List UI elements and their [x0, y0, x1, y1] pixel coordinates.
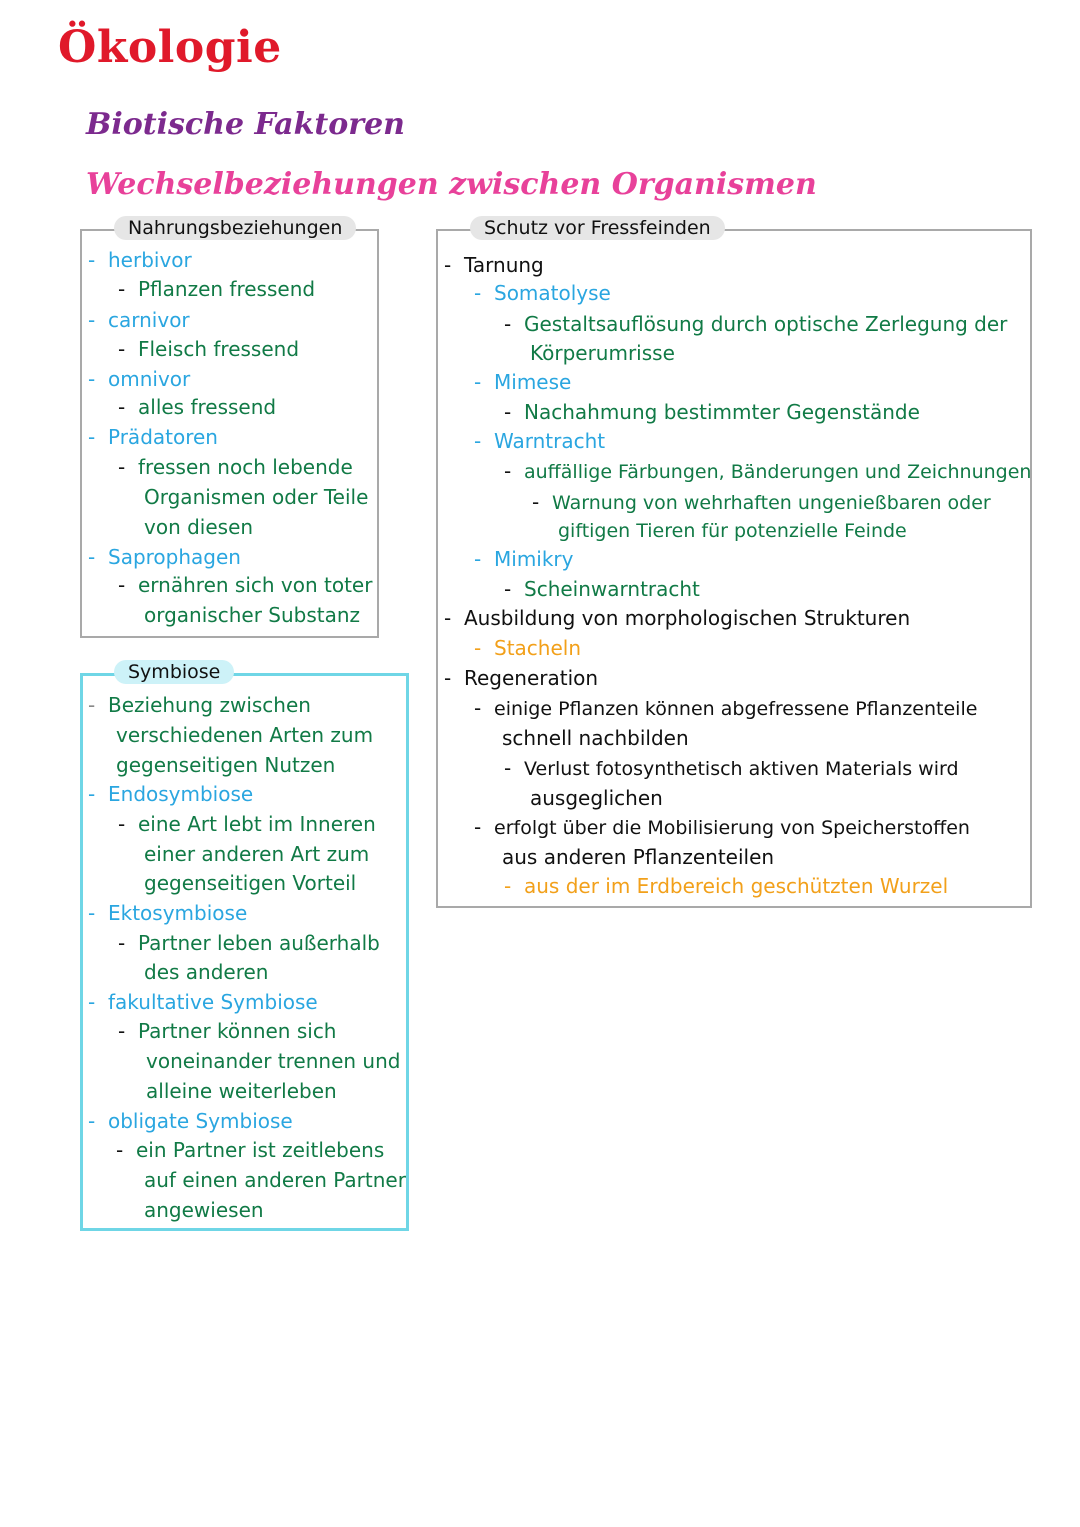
- nahrung-subitem-cont: organischer Substanz: [144, 603, 361, 627]
- nahrung-item: - Prädatoren: [88, 425, 218, 449]
- symbiose-subitem-cont: gegenseitigen Vorteil: [144, 871, 357, 895]
- symbiose-subitem: - eine Art lebt im Inneren: [118, 812, 376, 836]
- schutz-subsubsubitem: - Warnung von wehrhaften ungenießbaren oder: [532, 490, 991, 514]
- schutz-subsubsubitem-cont: giftigen Tieren für potenzielle Feinde: [558, 520, 907, 542]
- symbiose-item: - fakultative Symbiose: [88, 990, 318, 1014]
- schutz-subitem: - Stacheln: [474, 636, 582, 660]
- symbiose-item: - Endosymbiose: [88, 782, 254, 806]
- schutz-subitem-cont: aus anderen Pflanzenteilen: [502, 845, 775, 869]
- schutz-subitem-cont: schnell nachbilden: [502, 726, 689, 750]
- schutz-item: - Tarnung: [444, 253, 544, 277]
- schutz-subitem: - Somatolyse: [474, 281, 611, 305]
- symbiose-subitem: - ein Partner ist zeitlebens: [116, 1138, 385, 1162]
- schutz-subsubitem: - Nachahmung bestimmter Gegenstände: [504, 400, 920, 424]
- symbiose-item-cont: verschiedenen Arten zum: [116, 723, 374, 747]
- schutz-subitem: - Mimese: [474, 370, 572, 394]
- symbiose-item-cont: gegenseitigen Nutzen: [116, 753, 336, 777]
- nahrung-item: - herbivor: [88, 248, 192, 272]
- page-title: Ökologie: [58, 22, 282, 73]
- symbiose-item: - Beziehung zwischen: [88, 693, 311, 717]
- nahrung-subitem: - ernähren sich von toter: [118, 573, 373, 597]
- symbiose-subitem-cont: voneinander trennen und: [146, 1049, 401, 1073]
- symbiose-subitem: - Partner leben außerhalb: [118, 931, 380, 955]
- schutz-subsubitem: - Gestaltsauflösung durch optische Zerlegung der: [504, 312, 1008, 336]
- schutz-subitem: - erfolgt über die Mobilisierung von Speicherstoffen: [474, 815, 970, 839]
- schutz-subsubitem: - Scheinwarntracht: [504, 577, 700, 601]
- schutz-subitem: - einige Pflanzen können abgefressene Pflanzenteile: [474, 696, 978, 720]
- symbiose-subitem: - Partner können sich: [118, 1019, 337, 1043]
- symbiose-subitem-cont: angewiesen: [144, 1198, 264, 1222]
- nahrung-subitem: - Fleisch fressend: [118, 337, 300, 361]
- symbiose-item: - Ektosymbiose: [88, 901, 248, 925]
- symbiose-subitem-cont: alleine weiterleben: [146, 1079, 337, 1103]
- schutz-subsubitem: - auffällige Färbungen, Bänderungen und Zeichnungen: [504, 459, 1032, 483]
- schutz-subsubitem-cont: Körperumrisse: [530, 341, 675, 365]
- nahrung-item: - carnivor: [88, 308, 190, 332]
- schutz-subitem: - Warntracht: [474, 429, 606, 453]
- nahrung-subitem-cont: Organismen oder Teile: [144, 485, 369, 509]
- symbiose-subitem-cont: einer anderen Art zum: [144, 842, 370, 866]
- nahrung-item: - Saprophagen: [88, 545, 241, 569]
- symbiose-label: Symbiose: [114, 660, 234, 684]
- schutz-subsubitem-cont: ausgeglichen: [530, 786, 663, 810]
- schutz-item: - Regeneration: [444, 666, 599, 690]
- symbiose-item: - obligate Symbiose: [88, 1109, 293, 1133]
- nahrung-subitem: - alles fressend: [118, 395, 277, 419]
- section-heading: Wechselbeziehungen zwischen Organismen: [86, 167, 817, 202]
- schutz-subsubitem: - aus der im Erdbereich geschützten Wurzel: [504, 874, 949, 898]
- nahrung-subitem: - fressen noch lebende: [118, 455, 353, 479]
- symbiose-subitem-cont: des anderen: [144, 960, 269, 984]
- schutz-item: - Ausbildung von morphologischen Strukturen: [444, 606, 911, 630]
- schutz-label: Schutz vor Fressfeinden: [470, 216, 725, 240]
- schutz-subsubitem: - Verlust fotosynthetisch aktiven Materials wird: [504, 756, 959, 780]
- symbiose-subitem-cont: auf einen anderen Partner: [144, 1168, 406, 1192]
- nahrung-subitem-cont: von diesen: [144, 515, 254, 539]
- nahrung-label: Nahrungsbeziehungen: [114, 216, 356, 240]
- nahrung-subitem: - Pflanzen fressend: [118, 277, 316, 301]
- nahrung-item: - omnivor: [88, 367, 191, 391]
- subtitle: Biotische Faktoren: [86, 107, 405, 142]
- schutz-subitem: - Mimikry: [474, 547, 574, 571]
